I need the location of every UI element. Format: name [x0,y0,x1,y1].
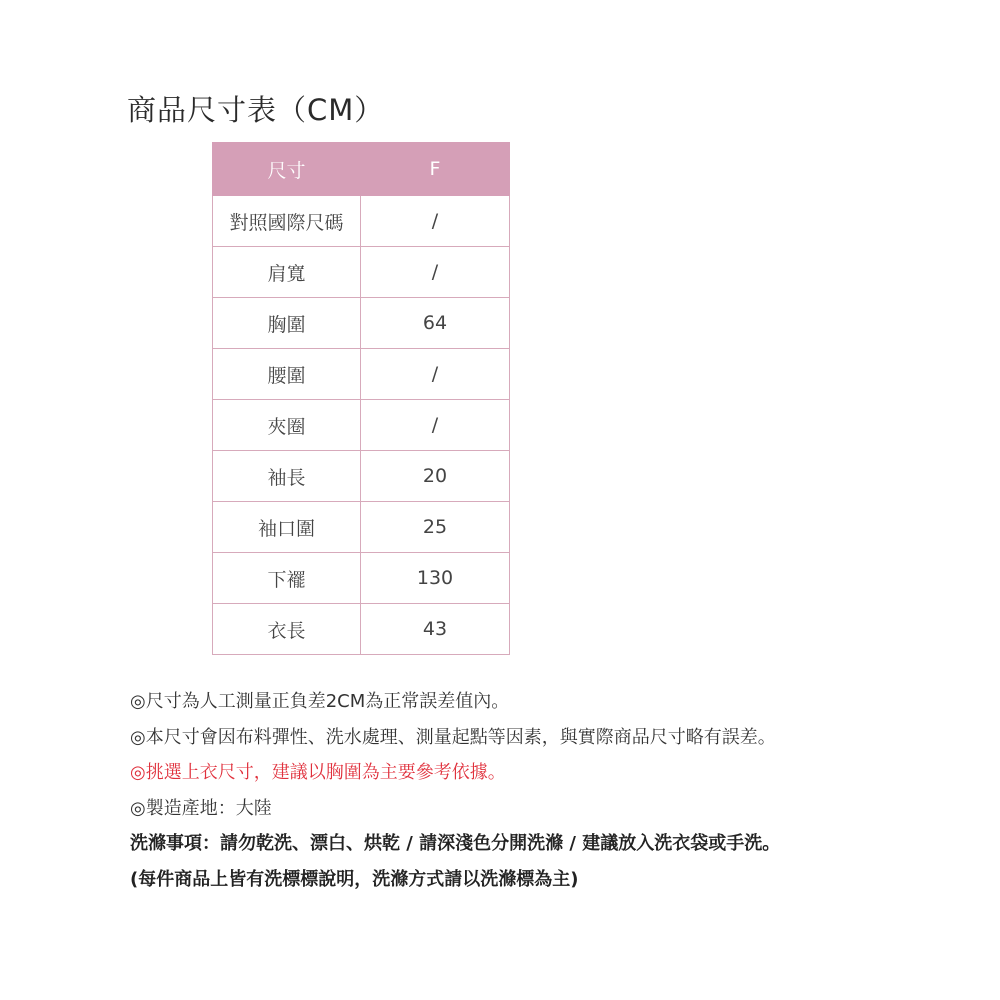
row-value: / [361,196,510,247]
note-size-advice: ◎挑選上衣尺寸，建議以胸圍為主要參考依據。 [130,762,506,783]
note-wash-label: (每件商品上皆有洗標標說明，洗滌方式請以洗滌標為主) [130,868,579,890]
header-size: 尺寸 [213,143,361,196]
page-title: 商品尺寸表（CM） [127,93,385,127]
table-row [213,451,510,502]
note-origin: ◎製造產地：大陸 [130,797,272,819]
row-label: 下襬 [213,553,361,604]
table-row [213,298,510,349]
row-label: 對照國際尺碼 [213,196,361,247]
header-f: F [361,143,510,196]
notes-section [130,684,780,897]
note-wash-instructions: 洗滌事項：請勿乾洗、漂白、烘乾 / 請深淺色分開洗滌 / 建議放入洗衣袋或手洗。 [130,833,781,854]
row-value: / [361,400,510,451]
size-table [212,142,510,655]
table-row [213,196,510,247]
table-row [213,349,510,400]
row-label: 衣長 [213,604,361,655]
row-value: / [361,247,510,298]
row-value: 43 [361,604,510,655]
row-value: 25 [361,502,510,553]
table-row [213,502,510,553]
note-measurement-tolerance: ◎尺寸為人工測量正負差2CM為正常誤差值內。 [130,691,510,712]
row-value: 20 [361,451,510,502]
row-label: 肩寬 [213,247,361,298]
table-row [213,604,510,655]
note-fabric-variance: ◎本尺寸會因布料彈性、洗水處理、測量起點等因素，與實際商品尺寸略有誤差。 [130,726,776,748]
row-label: 夾圈 [213,400,361,451]
table-row [213,247,510,298]
row-label: 袖長 [213,451,361,502]
row-label: 胸圍 [213,298,361,349]
row-value: 130 [361,553,510,604]
row-label: 腰圍 [213,349,361,400]
row-label: 袖口圍 [213,502,361,553]
table-row [213,400,510,451]
row-value: / [361,349,510,400]
table-row [213,553,510,604]
table-header-row [213,143,510,196]
row-value: 64 [361,298,510,349]
